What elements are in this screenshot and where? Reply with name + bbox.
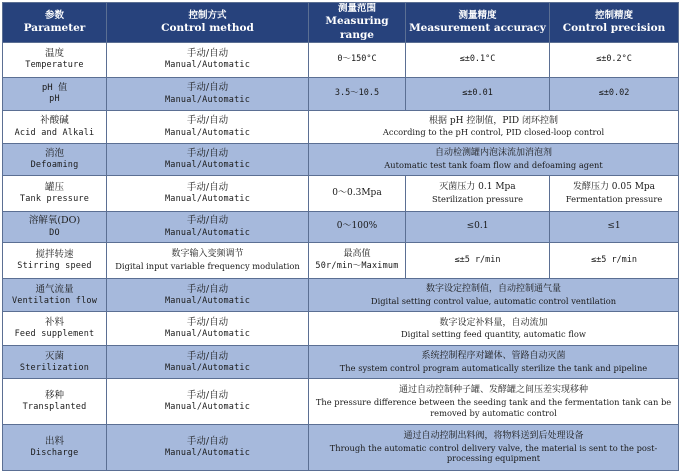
header-parameter-en: Parameter (23, 21, 86, 34)
param-zh: 补料 (44, 317, 64, 329)
table-row-discharge (3, 425, 679, 471)
param-cell (3, 211, 107, 243)
method-en: Manual/Automatic (164, 194, 251, 205)
method-en: Manual/Automatic (164, 60, 251, 71)
method-zh: 数字输入变频调节 (171, 249, 244, 260)
header-control-method (107, 3, 309, 43)
precision-cell: ≤1 (550, 211, 679, 243)
param-zh: 移种 (44, 390, 64, 402)
method-cell (107, 111, 309, 144)
param-cell (3, 312, 107, 346)
method-en: Manual/Automatic (164, 227, 251, 238)
accuracy-cell: ≤0.1 (406, 211, 550, 243)
fermentation-pressure-en: Fermentation pressure (565, 193, 663, 204)
param-cell (3, 43, 107, 78)
description-en: Through the automatic control delivery valve, the material is sent to the post-processing equipment (329, 442, 658, 464)
method-zh: 手动/自动 (186, 390, 229, 402)
header-parameter-zh: 参数 (44, 9, 64, 21)
description-cell (309, 425, 679, 471)
header-control-precision (550, 3, 679, 43)
param-en: Transplanted (22, 402, 87, 413)
table-row-acid-alkali (3, 111, 679, 144)
method-en: Manual/Automatic (164, 295, 251, 306)
method-en: Digital input variable frequency modulation (115, 260, 300, 271)
header-row (3, 3, 679, 43)
method-cell (107, 278, 309, 312)
method-cell (107, 379, 309, 425)
sterilization-pressure-en: Sterilization pressure (431, 193, 524, 204)
description-zh: 自动检测罐内泡沫流加消泡剂 (434, 148, 552, 159)
table-row-transplanted (3, 379, 679, 425)
description-cell (309, 379, 679, 425)
param-cell (3, 379, 107, 425)
table-row-ventilation (3, 278, 679, 312)
accuracy-cell: ≤±0.01 (406, 77, 550, 111)
table-row-sterilization (3, 345, 679, 379)
param-en: Tank pressure (19, 194, 90, 205)
header-measuring-range-zh: 测量范围 (337, 3, 376, 14)
description-en: Digital setting control value, automatic control ventilation (370, 295, 617, 306)
description-zh: 数字设定控制值，自动控制通气量 (425, 284, 561, 295)
header-control-precision-zh: 控制精度 (594, 9, 633, 21)
param-zh: 罐压 (44, 181, 64, 193)
param-zh: 消泡 (44, 147, 64, 159)
description-en: Automatic test tank foam flow and defoaming agent (384, 159, 603, 170)
param-cell (3, 176, 107, 212)
sterilization-pressure-cell (406, 176, 550, 212)
method-en: Manual/Automatic (164, 329, 251, 340)
param-cell (3, 345, 107, 379)
header-parameter (3, 3, 107, 43)
precision-cell: ≤±5 r/min (550, 243, 679, 279)
accuracy-cell: ≤±0.1°C (406, 43, 550, 78)
method-cell (107, 211, 309, 243)
method-zh: 手动/自动 (186, 283, 229, 295)
range-cell: 0～100% (309, 211, 406, 243)
param-zh: 搅拌转速 (35, 249, 74, 260)
precision-cell: ≤±0.02 (550, 77, 679, 111)
method-en: Manual/Automatic (164, 402, 251, 413)
specification-table (2, 2, 679, 471)
description-cell (309, 111, 679, 144)
header-measurement-accuracy-en: Measurement accuracy (409, 21, 546, 34)
param-cell (3, 278, 107, 312)
description-cell (309, 143, 679, 176)
method-cell (107, 312, 309, 346)
method-zh: 手动/自动 (186, 48, 229, 60)
description-zh: 通过自动控制种子罐、发酵罐之间压差实现移种 (398, 385, 588, 396)
table-row-do (3, 211, 679, 243)
param-zh: pH 值 (41, 82, 68, 93)
method-cell (107, 43, 309, 78)
param-zh: 补酸碱 (40, 115, 69, 127)
header-measurement-accuracy (406, 3, 550, 43)
table-row-feed (3, 312, 679, 346)
sterilization-pressure-zh: 灭菌压力 0.1 Mpa (439, 182, 516, 193)
method-cell (107, 143, 309, 176)
description-en: According to the pH control, PID closed-loop control (382, 127, 605, 138)
description-cell (309, 312, 679, 346)
fermentation-pressure-cell (550, 176, 679, 212)
param-zh: 灭菌 (44, 350, 64, 362)
method-cell (107, 243, 309, 279)
param-cell (3, 111, 107, 144)
description-zh: 数字设定补料量，自动流加 (439, 317, 548, 328)
range-cell: 0～0.3Mpa (309, 176, 406, 212)
method-cell (107, 345, 309, 379)
table-row-stirring (3, 243, 679, 279)
description-zh: 通过自动控制出料阀，将物料送到后处理设备 (403, 431, 584, 442)
param-zh: 溶解氧(DO) (28, 215, 81, 227)
header-measuring-range (309, 3, 406, 43)
description-zh: 系统控制程序对罐体、管路自动灭菌 (421, 351, 566, 362)
method-zh: 手动/自动 (186, 215, 229, 227)
param-en: Sterilization (19, 362, 90, 373)
description-en: Digital setting feed quantity, automatic flow (401, 329, 586, 340)
precision-cell: ≤±0.2°C (550, 43, 679, 78)
param-en: Feed supplement (14, 329, 95, 340)
method-cell (107, 176, 309, 212)
description-cell (309, 345, 679, 379)
param-en: Ventilation flow (11, 295, 98, 306)
param-en: Discharge (30, 448, 79, 459)
param-en: Temperature (25, 60, 84, 71)
param-en: Defoaming (30, 160, 79, 171)
param-en: DO (49, 227, 60, 238)
param-en: Acid and Alkali (14, 127, 95, 138)
method-zh: 手动/自动 (186, 317, 229, 329)
method-en: Manual/Automatic (164, 362, 251, 373)
param-zh: 通气流量 (35, 283, 74, 295)
method-zh: 手动/自动 (186, 115, 229, 127)
fermentation-pressure-zh: 发酵压力 0.05 Mpa (572, 182, 656, 193)
accuracy-cell: ≤±5 r/min (406, 243, 550, 279)
method-en: Manual/Automatic (164, 160, 251, 171)
header-control-method-zh: 控制方式 (188, 9, 227, 21)
method-zh: 手动/自动 (186, 147, 229, 159)
range-zh: 最高值 (343, 249, 371, 260)
table-row-ph (3, 77, 679, 111)
range-en: 50r/min～Maximum (315, 260, 399, 271)
table-row-defoaming (3, 143, 679, 176)
method-cell (107, 77, 309, 111)
header-measuring-range-en: Measuring range (325, 15, 389, 41)
range-cell: 3.5～10.5 (309, 77, 406, 111)
param-cell (3, 425, 107, 471)
table-row-temperature (3, 43, 679, 78)
param-cell (3, 143, 107, 176)
header-measurement-accuracy-zh: 测量精度 (458, 9, 497, 21)
param-cell (3, 243, 107, 279)
method-en: Manual/Automatic (164, 94, 251, 105)
method-zh: 手动/自动 (186, 181, 229, 193)
method-en: Manual/Automatic (164, 448, 251, 459)
param-en: Stirring speed (17, 261, 92, 272)
description-zh: 根据 pH 控制值，PID 闭环控制 (428, 115, 559, 126)
description-en: The system control program automatically sterilize the tank and pipeline (339, 362, 648, 373)
description-en: The pressure difference between the seeding tank and the fermentation tank can be removed by automatic control (315, 396, 672, 418)
param-en: pH (49, 94, 60, 105)
param-zh: 出料 (44, 436, 64, 448)
header-control-precision-en: Control precision (562, 21, 666, 34)
range-cell (309, 243, 406, 279)
method-zh: 手动/自动 (186, 350, 229, 362)
range-cell: 0～150°C (309, 43, 406, 78)
method-cell (107, 425, 309, 471)
description-cell (309, 278, 679, 312)
param-cell (3, 77, 107, 111)
table-row-tank-pressure (3, 176, 679, 212)
method-en: Manual/Automatic (164, 127, 251, 138)
method-zh: 手动/自动 (186, 436, 229, 448)
header-control-method-en: Control method (161, 21, 254, 34)
param-zh: 温度 (44, 48, 64, 60)
method-zh: 手动/自动 (186, 82, 229, 94)
